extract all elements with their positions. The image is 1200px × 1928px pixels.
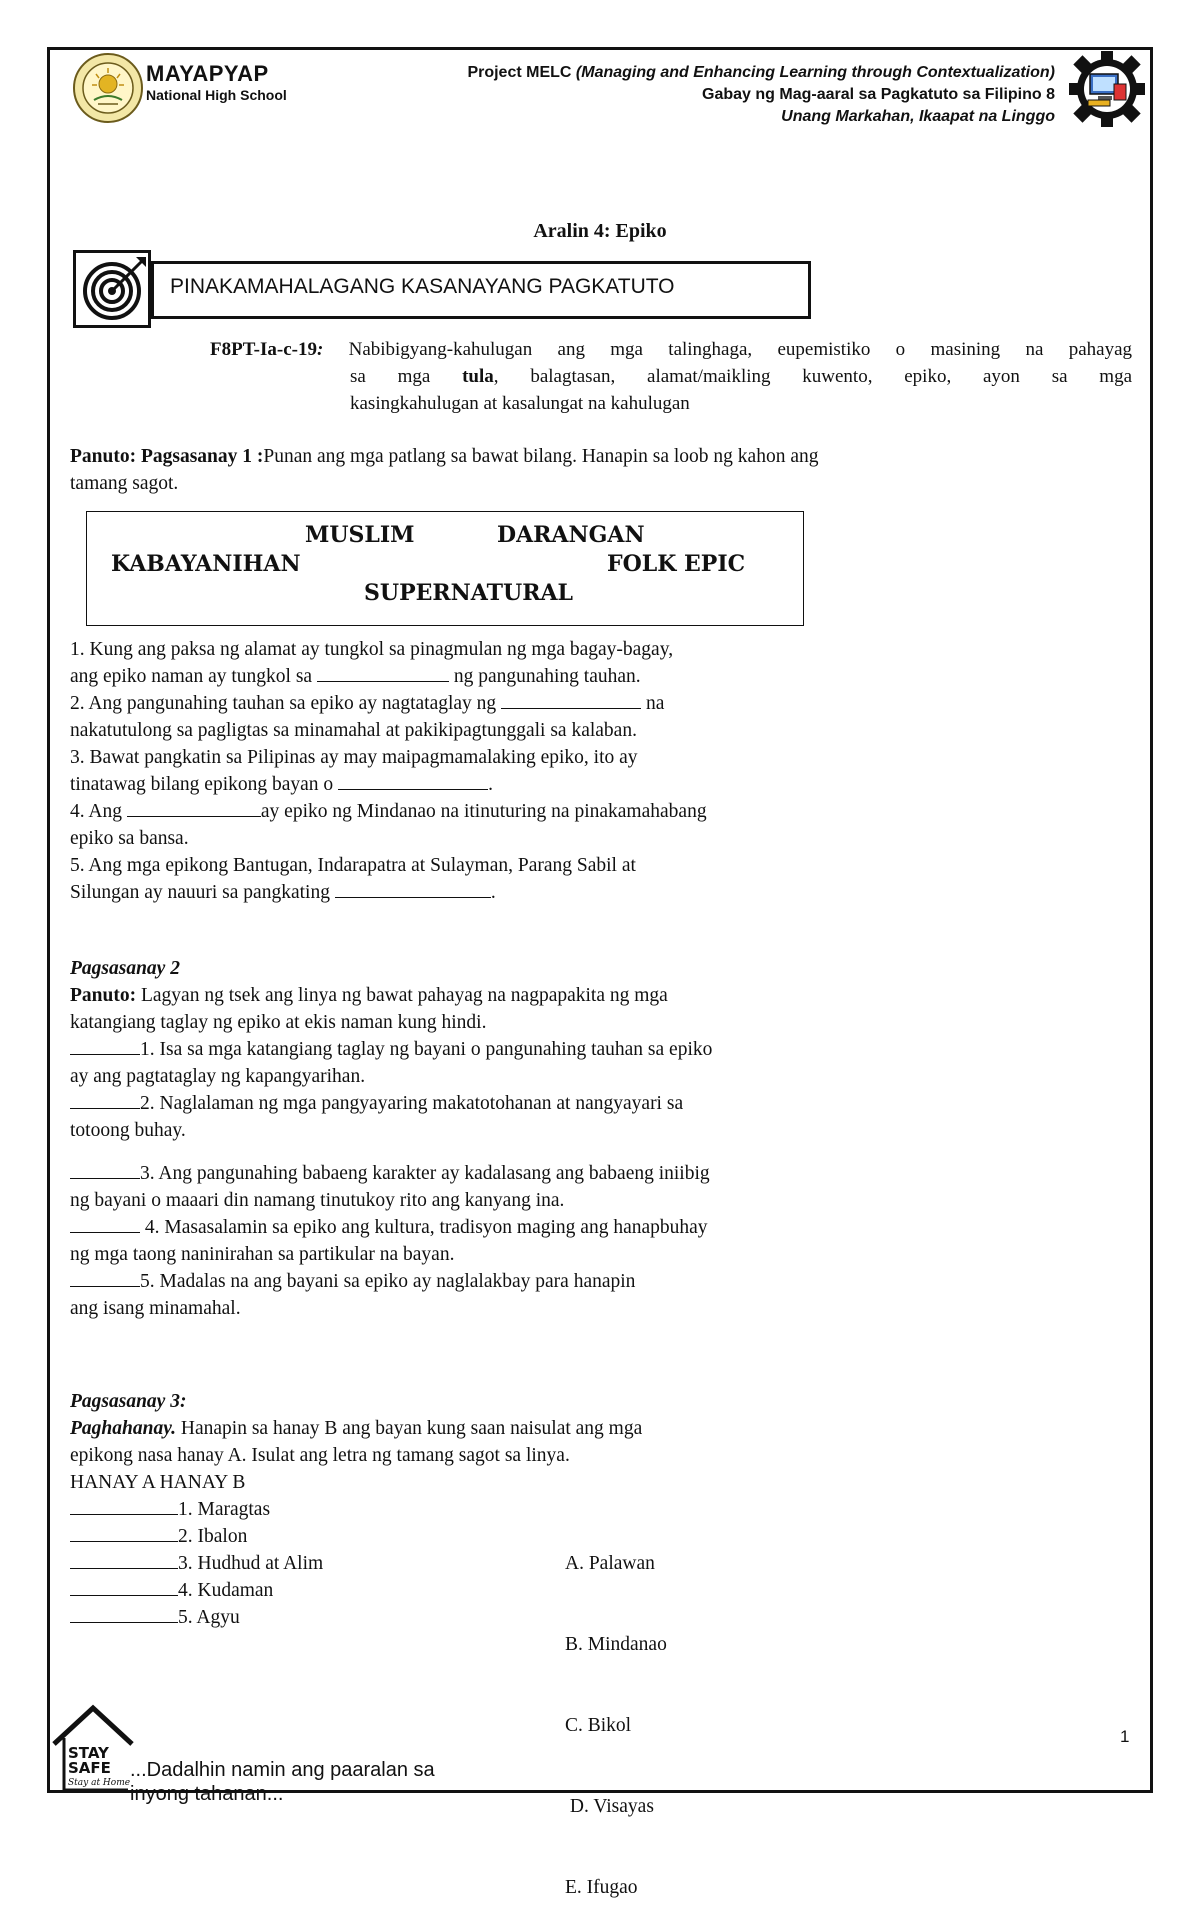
lesson-title: Aralin 4: Epiko <box>533 220 667 242</box>
exercise2-title: Pagsasanay 2 <box>70 958 180 979</box>
exercise1-items <box>70 636 1070 906</box>
column-b-item: D. Visayas <box>565 1796 654 1817</box>
ex2-item-5: 5. Madalas na ang bayani sa epiko ay naglalakbay para hanapin ang isang minamahal. <box>70 1268 1070 1322</box>
school-seal-logo <box>72 52 144 124</box>
word-bank-item: SUPERNATURAL <box>364 580 574 606</box>
check-blank[interactable] <box>70 1268 140 1287</box>
exercise2: Pagsasanay 2 Panuto: Lagyan ng tsek ang linya ng bawat pahayag na nagpapakita ng mga katangiang taglay ng epiko at ekis naman kung hindi. 1. Isa sa mga katangiang taglay ng bayani o pangunahing tauhan sa epiko ay ang pagtataglay ng kapangyarihan. 2. Naglalaman ng mga pangyayaring makatotohanan at nangyayari sa totoong buhay. 3. Ang pangunahing babaeng karakter ay kadalasang ang babaeng iniibig ng bayani o maaari din namang tinutukoy rito ang kanyang ina. 4. Masasalamin sa epiko ang kultura, tradisyon maging ang hanapbuhay ng mga taong naninirahan sa partikular na bayan. 5. Madalas na ang bayani sa epiko ay naglalakbay para hanapin ang isang minamahal. <box>70 955 1070 1322</box>
column-b-item: A. Palawan <box>565 1553 655 1574</box>
guide-title: Gabay ng Mag-aaral sa Pagkatuto sa Filipino 8 <box>702 86 1055 103</box>
exercise1-instructions: Panuto: Pagsasanay 1 :Punan ang mga patlang sa bawat bilang. Hanapin sa loob ng kahon ang tamang sagot. <box>70 446 819 494</box>
match-blank[interactable] <box>70 1523 178 1542</box>
columns-header: HANAY A HANAY B <box>70 1472 246 1493</box>
badge-stay-home-text: Stay at Home <box>68 1778 131 1788</box>
footer-tagline: ...Dadalhin namin ang paaralan sa inyong tahanan... <box>130 1759 435 1805</box>
check-blank[interactable] <box>70 1214 140 1233</box>
project-title: Project MELC (Managing and Enhancing Learning through Contextualization) <box>467 64 1055 81</box>
competency-line-3: kasingkahulugan at kasalungat na kahulugan <box>350 393 690 414</box>
word-bank-item: KABAYANIHAN <box>111 551 301 577</box>
column-a-item: 3. Hudhud at Alim <box>70 1550 570 1577</box>
column-a-item: 4. Kudaman <box>70 1577 570 1604</box>
answer-blank[interactable] <box>501 690 641 709</box>
column-b <box>565 1496 865 1928</box>
target-icon <box>73 250 151 328</box>
competency <box>210 336 1132 417</box>
check-blank[interactable] <box>70 1036 140 1055</box>
answer-blank[interactable] <box>335 879 491 898</box>
column-b-item: E. Ifugao <box>565 1877 638 1898</box>
document-header <box>467 62 1055 128</box>
badge-safe-text: SAFE <box>68 1759 111 1777</box>
word-bank-item: DARANGAN <box>497 522 645 548</box>
match-blank[interactable] <box>70 1604 178 1623</box>
gear-computer-icon <box>1068 50 1146 128</box>
ex2-item-1: 1. Isa sa mga katangiang taglay ng bayani o pangunahing tauhan sa epiko ay ang pagtataglay ng kapangyarihan. <box>70 1036 1070 1090</box>
match-blank[interactable] <box>70 1496 178 1515</box>
ex1-item-5: 5. Ang mga epikong Bantugan, Indarapatra at Sulayman, Parang Sabil at Silungan ay nauuri sa pangkating . <box>70 855 636 903</box>
melc-heading: PINAKAMAHALAGANG KASANAYANG PAGKATUTO <box>151 261 811 319</box>
match-blank[interactable] <box>70 1577 178 1596</box>
quarter-week: Unang Markahan, Ikaapat na Linggo <box>781 108 1055 125</box>
competency-line-1: F8PT-Ia-c-19: Nabibigyang-kahulugan ang mga talinghaga, eupemistiko o masining na pahayag <box>210 339 1132 360</box>
competency-line-2: sa mga tula, balagtasan, alamat/maikling kuwento, epiko, ayon sa mga <box>350 366 1133 387</box>
ex1-item-4: 4. Ang ay epiko ng Mindanao na itinuturing na pinakamahabang epiko sa bansa. <box>70 798 1070 852</box>
answer-blank[interactable] <box>338 771 488 790</box>
exercise3: Pagsasanay 3: Paghahanay. Hanapin sa hanay B ang bayan kung saan naisulat ang mga epikong nasa hanay A. Isulat ang letra ng tamang sagot sa linya. HANAY A HANAY B <box>70 1388 1070 1496</box>
exercise3-title: Pagsasanay 3: <box>70 1391 187 1412</box>
column-a <box>70 1496 570 1631</box>
answer-blank[interactable] <box>317 663 449 682</box>
word-bank-box <box>86 511 804 626</box>
ex1-item-2: 2. Ang pangunahing tauhan sa epiko ay nagtataglay ng na nakatutulong sa pagligtas sa minamahal at pakikipagtunggali sa kalaban. <box>70 690 1070 744</box>
ex2-item-3: 3. Ang pangunahing babaeng karakter ay kadalasang ang babaeng iniibig ng bayani o maaari din namang tinutukoy rito ang kanyang ina. <box>70 1160 1070 1214</box>
check-blank[interactable] <box>70 1160 140 1179</box>
school-name: MAYAPYAP <box>146 61 269 86</box>
column-a-item: 5. Agyu <box>70 1604 570 1631</box>
word-bank-item: MUSLIM <box>305 522 415 548</box>
ex2-item-4: 4. Masasalamin sa epiko ang kultura, tradisyon maging ang hanapbuhay ng mga taong naninirahan sa partikular na bayan. <box>70 1214 1070 1268</box>
column-b-item: C. Bikol <box>565 1715 632 1736</box>
school-subtitle: National High School <box>146 87 287 103</box>
ex2-item-2: 2. Naglalaman ng mga pangyayaring makatotohanan at nangyayari sa totoong buhay. <box>70 1090 1070 1144</box>
ex1-item-3: 3. Bawat pangkatin sa Pilipinas ay may maipagmamalaking epiko, ito ay tinatawag bilang epikong bayan o . <box>70 747 638 795</box>
column-a-item: 2. Ibalon <box>70 1523 570 1550</box>
column-b-item: B. Mindanao <box>565 1634 667 1655</box>
badge-stay-text: STAY <box>68 1744 109 1762</box>
stay-safe-house-icon <box>50 1702 136 1794</box>
column-a-item: 1. Maragtas <box>70 1496 570 1523</box>
ex1-item-1: 1. Kung ang paksa ng alamat ay tungkol sa pinagmulan ng mga bagay-bagay, ang epiko naman ay tungkol sa ng pangunahing tauhan. <box>70 639 674 687</box>
check-blank[interactable] <box>70 1090 140 1109</box>
match-blank[interactable] <box>70 1550 178 1569</box>
answer-blank[interactable] <box>127 798 261 817</box>
page-number: 1 <box>1120 1727 1130 1746</box>
word-bank-item: FOLK EPIC <box>607 551 746 577</box>
